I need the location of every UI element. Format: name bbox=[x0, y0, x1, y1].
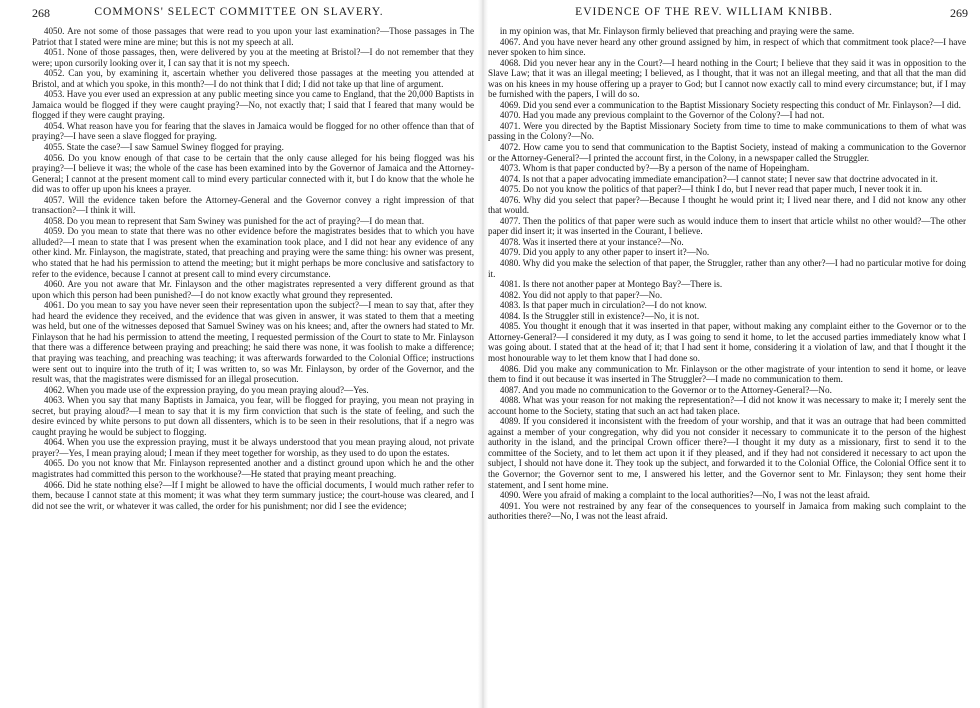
testimony-paragraph: 4050. Are not some of those passages that were read to you upon your last examination?—Those passages in The Patriot that I stated were mine are mine; but this is not my speech at all. bbox=[32, 26, 474, 47]
testimony-paragraph: 4069. Did you send ever a communication to the Baptist Missionary Society respecting this conduct of Mr. Finlayson?—I did. bbox=[499, 99, 961, 110]
testimony-paragraph: 4059. Do you mean to state that there was no other evidence before the magistrates besides that to which you have alluded?—I mean to state that I was present when the examination took place, and I did not hear any evidence of any other kind. Mr. Finlayson, the magistrate, stated, that preaching and praying were the same thing: his owner was present, who stated that he had his permission to attend the meeting; but it might perhaps be more conclusive and satisfactory to refer to the evidence, because I cannot at present call to mind every circumstance. bbox=[32, 226, 474, 279]
testimony-paragraph: 4076. Why did you select that paper?—Because I thought he would print it; I lived near there, and I did not know any other that would. bbox=[488, 194, 966, 216]
testimony-paragraph: 4086. Did you make any communication to Mr. Finlayson or the other magistrate of your intention to send it home, or leave them to find it out because it was inserted in The Struggler?—I made no communication to them. bbox=[488, 363, 966, 385]
right-running-title: EVIDENCE OF THE REV. WILLIAM KNIBB. bbox=[575, 6, 833, 18]
testimony-paragraph: 4078. Was it inserted there at your instance?—No. bbox=[499, 236, 684, 247]
testimony-paragraph: 4054. What reason have you for fearing that the slaves in Jamaica would be flogged for no other offence than that of praying?—I have seen a slave flogged for praying. bbox=[32, 120, 474, 142]
testimony-paragraph: 4082. You did not apply to that paper?—No. bbox=[499, 289, 663, 300]
testimony-paragraph: 4068. Did you never hear any in the Court?—I heard nothing in the Court; I believe that they said it was in opposition to the Slave Law; that it was an illegal meeting; I believed, as I thought, that it was not an illegal meeting, and that all that the man did was on his knees in my house offering up a prayer to God; but I cannot now exactly call to mind every circumstance; but, if I may be furnished with the papers, I will do so. bbox=[488, 57, 966, 100]
testimony-paragraph: 4062. When you made use of the expression praying, do you mean praying aloud?—Yes. bbox=[43, 384, 369, 395]
testimony-paragraph: 4058. Do you mean to represent that Sam Swiney was punished for the act of praying?—I do mean that. bbox=[43, 215, 425, 226]
testimony-paragraph: 4080. Why did you make the selection of that paper, the Struggler, rather than any other?—I had no particular motive for doing it. bbox=[488, 258, 966, 279]
testimony-paragraph: 4066. Did he state nothing else?—If I might be allowed to have the official documents, I would much rather refer to them, because I cannot state at this moment; it was what they term summary justice; the court-house was cleared, and I did not see the writ, or whatever it was called, the order for his punishment; nor did I see the evidence; bbox=[32, 479, 474, 511]
testimony-paragraph: 4089. If you considered it inconsistent with the freedom of your worship, and that it was an outrage that had been committed against a member of your congregation, why did you not consider it necessary to communicate it to the person of the highest authority in the island, and the principal Crown officer there?—I thought it my duty as a missionary, first to send it to the committee of the Society, and to let them act upon it if they pleased, and if they had not considered it necessary to act upon the subject, I should not have done it. They took up the subject, and forwarded it to the Colonial Office, the Colonial Office sent it to the Governor; the Governor sent to me, I answered his letter, and the Governor sent to Mr. Finlayson; they sent home their statement, and I sent home mine. bbox=[488, 416, 966, 490]
right-running-head bbox=[488, 0, 980, 26]
testimony-paragraph: 4075. Do not you know the politics of that paper?—I think I do, but I never read that paper much, I never took it in. bbox=[499, 184, 923, 195]
testimony-paragraph: 4070. Had you made any previous complaint to the Governor of the Colony?—I had not. bbox=[499, 110, 825, 121]
right-body-text bbox=[488, 26, 980, 522]
testimony-paragraph: 4081. Is there not another paper at Montego Bay?—There is. bbox=[499, 279, 723, 290]
testimony-paragraph: 4087. And you made no communication to the Governor or to the Attorney-General?—No. bbox=[499, 384, 832, 395]
testimony-paragraph: 4077. Then the politics of that paper were such as would induce them to insert that article whilst no other would?—The other paper did insert it; it was inserted in the Courant, I believe. bbox=[488, 215, 966, 237]
testimony-paragraph: 4053. Have you ever used an expression at any public meeting since you came to England, that the 20,000 Baptists in Jamaica would be flogged if they were caught praying?—No, not exactly that; I said that I feared that many would be flogged if they were caught praying. bbox=[32, 89, 474, 121]
testimony-paragraph: 4071. Were you directed by the Baptist Missionary Society from time to time to make communications to them of what was passing in the Colony?—No. bbox=[488, 120, 966, 142]
testimony-paragraph: 4072. How came you to send that communication to the Baptist Society, instead of making a communication to the Governor or the Attorney-General?—I printed the account first, in the Colony, in a newspaper called the Struggler. bbox=[488, 142, 966, 163]
testimony-paragraph: 4088. What was your reason for not making the representation?—I did not know it was necessary to make it; I merely sent the account home to the Society, stating that such an act had taken place. bbox=[488, 395, 966, 416]
testimony-paragraph: 4085. You thought it enough that it was inserted in that paper, without making any complaint either to the Governor or to the Attorney-General?—I considered it my duty, as I was going to send it home, to let the accused parties immediately know what I was going about. I stated that at the head of it; that I had sent it home, considering it a violation of law, and that I thought it the most honourable way to let them know that I had done so. bbox=[488, 321, 966, 363]
testimony-paragraph: 4057. Will the evidence taken before the Attorney-General and the Governor convey a right impression of that transaction?—I think it will. bbox=[32, 194, 474, 216]
testimony-paragraph: 4064. When you use the expression praying, must it be always understood that you mean praying aloud, not private prayer?—Yes, I mean praying aloud; I mean if they meet together for worship, as they used to do upon the estates. bbox=[32, 437, 474, 458]
testimony-paragraph: 4067. And you have never heard any other ground assigned by him, in respect of which that commitment took place?—I have never spoken to him since. bbox=[488, 36, 966, 58]
testimony-paragraph: 4083. Is that paper much in circulation?—I do not know. bbox=[499, 300, 707, 311]
page-gutter bbox=[478, 0, 488, 708]
testimony-paragraph: 4079. Did you apply to any other paper to insert it?—No. bbox=[499, 247, 710, 258]
testimony-paragraph: 4084. Is the Struggler still in existence?—No, it is not. bbox=[499, 310, 700, 321]
left-page bbox=[0, 0, 478, 708]
testimony-paragraph: 4060. Are you not aware that Mr. Finlayson and the other magistrates represented a very different ground as that upon which this person had been punished?—I do not know exactly what ground they represented. bbox=[32, 279, 474, 300]
left-page-number: 268 bbox=[32, 6, 50, 20]
testimony-paragraph: in my opinion was, that Mr. Finlayson firmly believed that preaching and praying were the same. bbox=[499, 26, 855, 36]
right-page-number: 269 bbox=[950, 6, 968, 20]
testimony-paragraph: 4056. Do you know enough of that case to be certain that the only cause alleged for his being flogged was his praying?—I believe it was; the whole of the case has been examined into by the Governor of Jamaica and the Attorney-General; I cannot at the present moment call to mind every particular connected with it, but I do know that the whole he did was to offer up upon his knees a prayer. bbox=[32, 152, 474, 195]
left-running-head bbox=[0, 0, 478, 26]
testimony-paragraph: 4073. Whom is that paper conducted by?—By a person of the name of Hopeingham. bbox=[499, 163, 810, 174]
left-running-title: COMMONS' SELECT COMMITTEE ON SLAVERY. bbox=[94, 6, 384, 18]
right-page bbox=[488, 0, 980, 708]
testimony-paragraph: 4091. You were not restrained by any fear of the consequences to yourself in Jamaica from making such complaint to the authorities there?—No, I was not the least afraid. bbox=[488, 500, 966, 522]
testimony-paragraph: 4061. Do you mean to say you have never seen their representation upon the subject?—I mean to say that, after they had heard the evidence they received, and the evidence that was given in answer, it was stated to them that a meeting was held, but one of the witnesses deposed that Samuel Swiney was on his knees; and, after the owners had stated to Mr. Finlayson that he had his permission to attend the meeting, I requested permission of the Court to state to Mr. Finlayson that there was a difference between praying and preaching; he said there was none, it was foolish to make a difference; that praying was teaching, and preaching was teaching; it was afterwards forwarded to the Colonial Office; instructions were sent out to inquire into the truth of it; I was written to, so was Mr. Finlayson, by order of the Governor, and the result was, that the magistrates were dismissed for an illegal prosecution. bbox=[32, 300, 474, 385]
testimony-paragraph: 4063. When you say that many Baptists in Jamaica, you fear, will be flogged for praying, you mean not praying in secret, but praying aloud?—I mean to say that it is my firm conviction that such is the state of feeling, and such the desire evinced by white persons to put down all dissenters, which is to be seen in their resolutions, that if a negro was caught praying he would be subject to flogging. bbox=[32, 395, 474, 437]
testimony-paragraph: 4090. Were you afraid of making a complaint to the local authorities?—No, I was not the least afraid. bbox=[499, 490, 870, 501]
testimony-paragraph: 4074. Is not that a paper advocating immediate emancipation?—I cannot state; I never saw that doctrine advocated in it. bbox=[499, 173, 938, 184]
left-body-text bbox=[0, 26, 478, 511]
testimony-paragraph: 4065. Do you not know that Mr. Finlayson represented another and a distinct ground upon which he and the other magistrates had committed this person to the workhouse?—He stated that praying meant preaching. bbox=[32, 458, 474, 479]
testimony-paragraph: 4051. None of those passages, then, were delivered by you at the meeting at Bristol?—I do not remember that they were; upon cursorily looking over it, I can say that it is not my speech. bbox=[32, 47, 474, 68]
testimony-paragraph: 4055. State the case?—I saw Samuel Swiney flogged for praying. bbox=[43, 142, 284, 153]
testimony-paragraph: 4052. Can you, by examining it, ascertain whether you delivered those passages at the meeting you attended at Bristol, and at which you spoke, in this month?—I do not think that I did; I did not take up that line of argument. bbox=[32, 68, 474, 89]
